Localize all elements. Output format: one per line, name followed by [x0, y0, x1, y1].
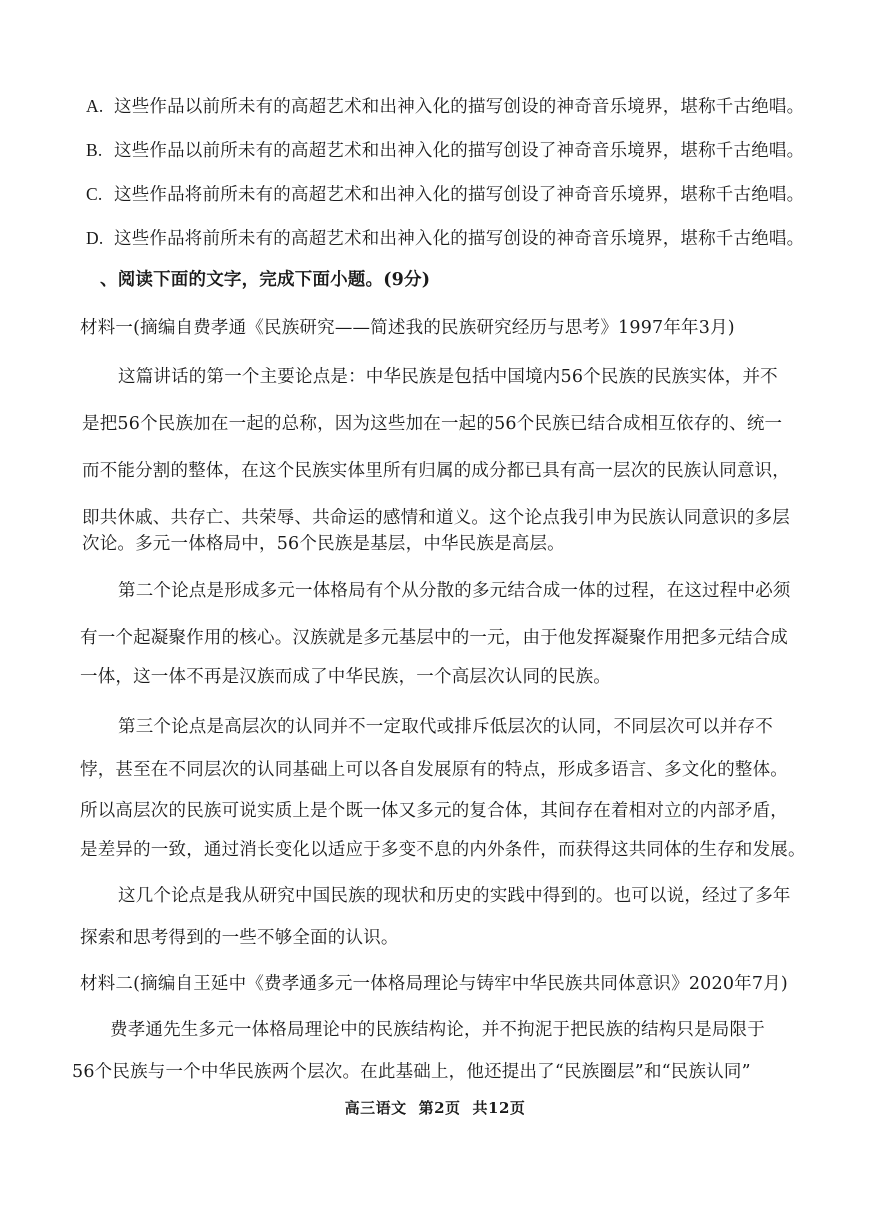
option-text: 这些作品以前所未有的高超艺术和出神入化的描写创设的神奇音乐境界，堪称千古绝唱。 — [114, 97, 805, 117]
option-a — [86, 94, 804, 119]
material1-line: 第二个论点是形成多元一体格局有个从分散的多元结合成一体的过程，在这过程中必须 — [118, 581, 791, 601]
option-letter: C. — [86, 184, 103, 204]
option-c — [86, 182, 804, 207]
material2-line: 费孝通先生多元一体格局理论中的民族结构论，并不拘泥于把民族的结构只是局限于 — [110, 1020, 765, 1040]
page-footer — [0, 1097, 870, 1118]
material1-line: 而不能分割的整体，在这个民族实体里所有归属的成分都已具有高一层次的民族认同意识， — [82, 461, 790, 481]
material1-line: 这篇讲话的第一个主要论点是：中华民族是包括中国境内56个民族的民族实体，并不 — [118, 367, 778, 387]
option-letter: A. — [86, 96, 104, 116]
option-text: 这些作品将前所未有的高超艺术和出神入化的描写创设了神奇音乐境界，堪称千古绝唱。 — [114, 185, 805, 205]
footer-subject: 高三语文 — [344, 1099, 407, 1117]
material1-line: 次论。多元一体格局中，56个民族是基层，中华民族是高层。 — [82, 534, 565, 554]
option-letter: B. — [86, 140, 103, 160]
option-d — [86, 226, 804, 251]
material1-source: 材料一(摘编自费孝通《民族研究——简述我的民族研究经历与思考》1997年年3月) — [80, 318, 735, 338]
material1-line: 所以高层次的民族可说实质上是个既一体又多元的复合体，其间存在着相对立的内部矛盾， — [80, 801, 788, 821]
material1-line: 第三个论点是高层次的认同并不一定取代或排斥低层次的认同，不同层次可以并存不 — [118, 717, 773, 737]
material1-line: 是把56个民族加在一起的总称，因为这些加在一起的56个民族已结合成相互依存的、统一 — [82, 414, 783, 434]
footer-total-pages: 共12页 — [472, 1099, 526, 1117]
section-heading: 、阅读下面的文字，完成下面小题。(9分) — [100, 270, 431, 290]
option-text: 这些作品将前所未有的高超艺术和出神入化的描写创设的神奇音乐境界，堪称千古绝唱。 — [114, 229, 805, 249]
material2-source: 材料二(摘编自王延中《费孝通多元一体格局理论与铸牢中华民族共同体意识》2020年7月) — [80, 974, 788, 994]
material1-line: 这几个论点是我从研究中国民族的现状和历史的实践中得到的。也可以说，经过了多年 — [118, 886, 791, 906]
footer-page-number: 第2页 — [418, 1099, 461, 1117]
material1-line: 一体，这一体不再是汉族而成了中华民族，一个高层次认同的民族。 — [80, 667, 611, 687]
material1-line: 有一个起凝聚作用的核心。汉族就是多元基层中的一元，由于他发挥凝聚作用把多元结合成 — [80, 628, 788, 648]
material1-line: 悖，甚至在不同层次的认同基础上可以各自发展原有的特点，形成多语言、多文化的整体。 — [80, 760, 788, 780]
option-text: 这些作品以前所未有的高超艺术和出神入化的描写创设了神奇音乐境界，堪称千古绝唱。 — [114, 141, 805, 161]
option-b — [86, 138, 804, 163]
material1-line: 探索和思考得到的一些不够全面的认识。 — [80, 928, 399, 948]
material1-line: 是差异的一致，通过消长变化以适应于多变不息的内外条件，而获得这共同体的生存和发展。 — [80, 840, 806, 860]
material2-line: 56个民族与一个中华民族两个层次。在此基础上，他还提出了“民族圈层”和“民族认同” — [72, 1062, 751, 1082]
option-letter: D. — [86, 228, 104, 248]
material1-line: 即共休戚、共存亡、共荣辱、共命运的感情和道义。这个论点我引申为民族认同意识的多层 — [82, 508, 790, 528]
